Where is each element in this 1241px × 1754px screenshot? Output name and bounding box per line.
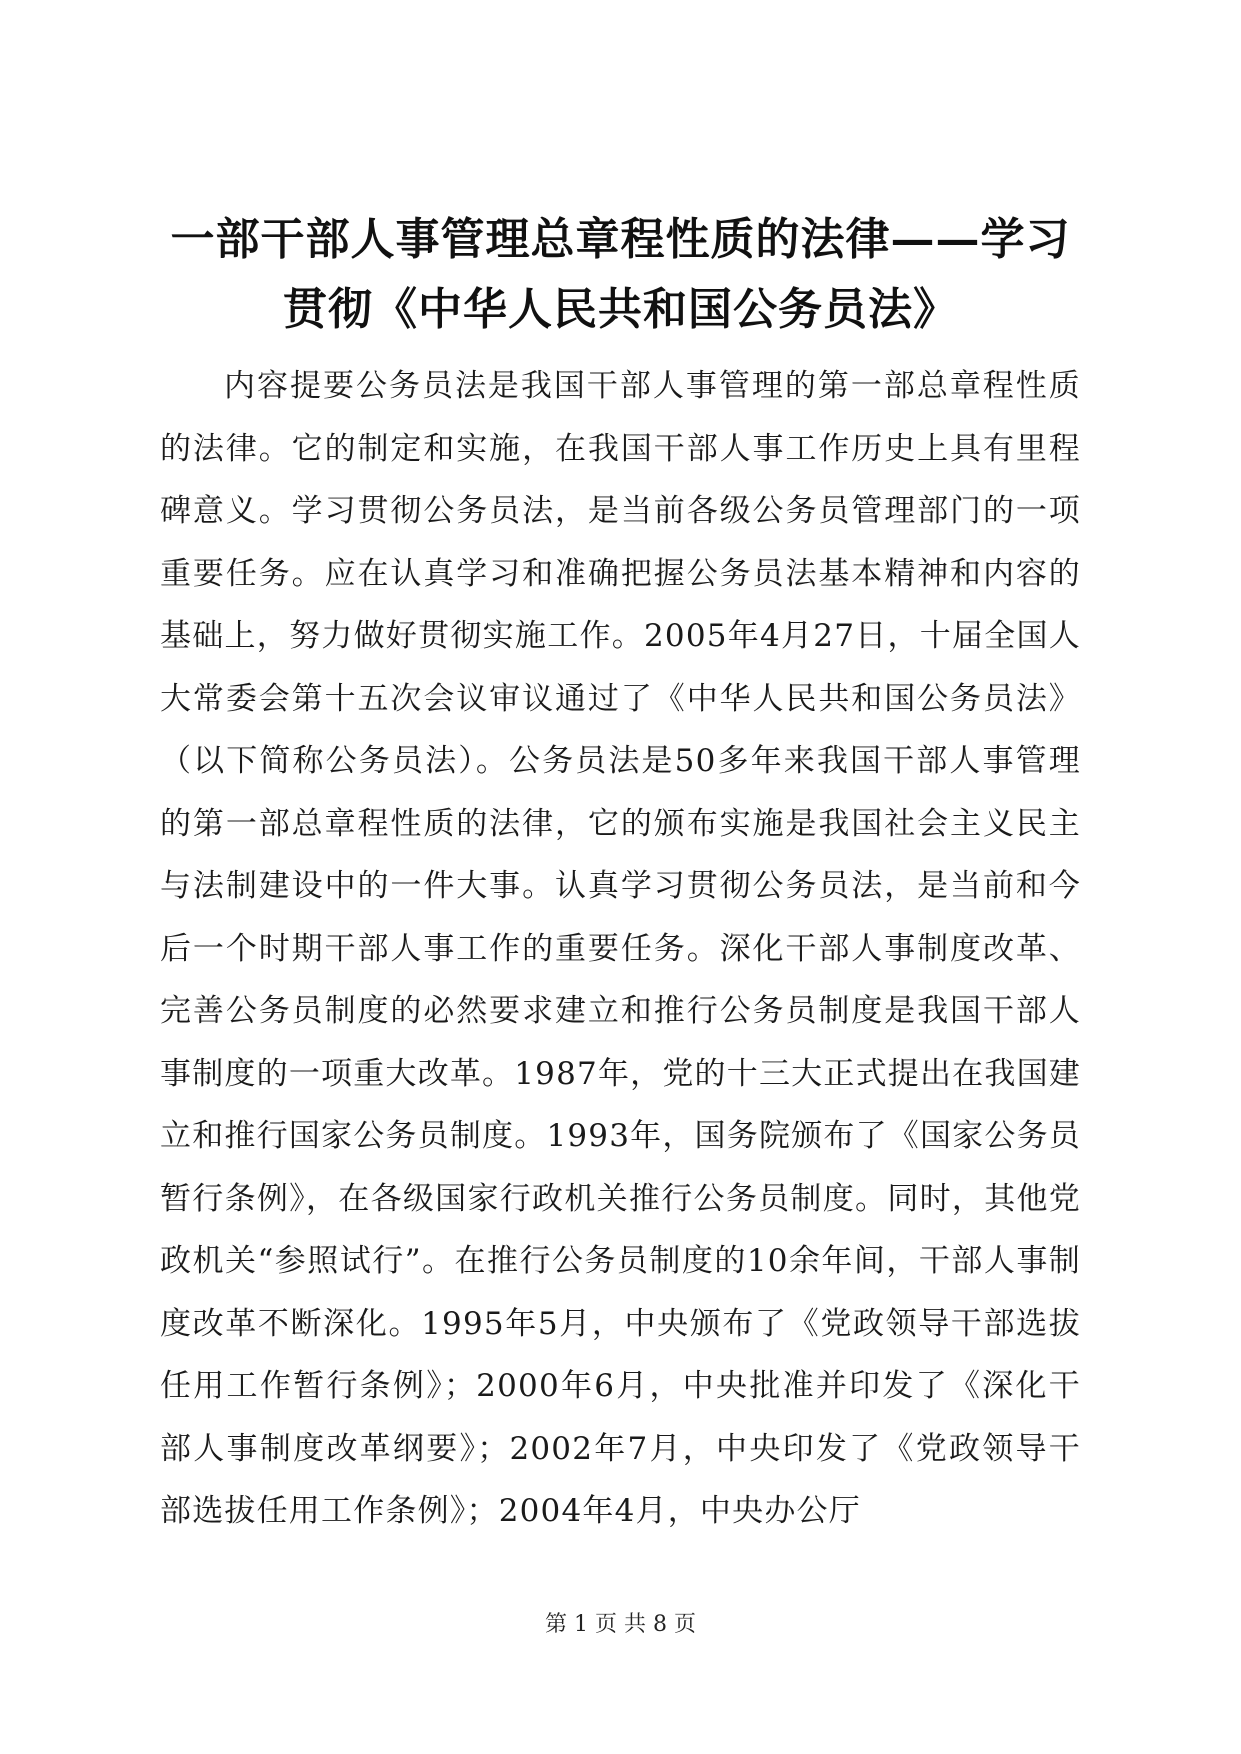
title-line-1: 一部干部人事管理总章程性质的法律——学习 (170, 214, 1071, 265)
title-line-2: 贯彻《中华人民共和国公务员法》 (283, 284, 958, 335)
page-footer: 第 1 页 共 8 页 (545, 1612, 696, 1637)
body-paragraph: 内容提要公务员法是我国干部人事管理的第一部总章程性质的法律。它的制定和实施，在我国干部人事工作历史上具有里程碑意义。学习贯彻公务员法，是当前各级公务员管理部门的一项重要任务。应在认真学习和准确把握公务员法基本精神和内容的基础上，努力做好贯彻实施工作。2005年4月27日，十届全国人大常委会第十五次会议审议通过了《中华人民共和国公务员法》（以下简称公务员法）。公务员法是50多年来我国干部人事管理的第一部总章程性质的法律，它的颁布实施是我国社会主义民主与法制建设中的一件大事。认真学习贯彻公务员法，是当前和今后一个时期干部人事工作的重要任务。深化干部人事制度改革、完善公务员制度的必然要求建立和推行公务员制度是我国干部人事制度的一项重大改革。1987年，党的十三大正式提出在我国建立和推行国家公务员制度。1993年，国务院颁布了《国家公务员暂行条例》，在各级国家行政机关推行公务员制度。同时，其他党政机关“参照试行”。在推行公务员制度的10余年间，干部人事制度改革不断深化。1995年5月，中央颁布了《党政领导干部选拔任用工作暂行条例》；2000年6月，中央批准并印发了《深化干部人事制度改革纲要》；2002年7月，中央印发了《党政领导干部选拔任用工作条例》；2004年4月，中央办公厅 (160, 368, 1081, 1529)
document-title (160, 205, 1081, 345)
